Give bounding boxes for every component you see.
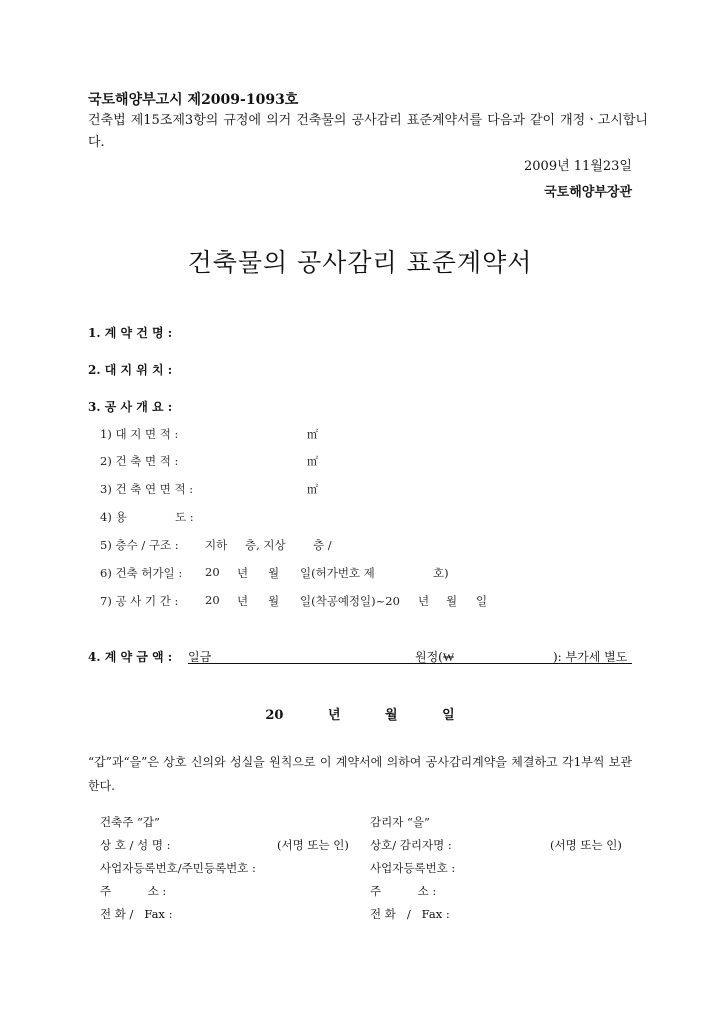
party-a-sign: (서명 또는 인) bbox=[277, 838, 349, 852]
item-contract-amount: 4. 계 약 금 액 : bbox=[88, 650, 173, 664]
permit-year: 년 bbox=[237, 566, 249, 580]
permit-day-number: 일(허가번호 제 bbox=[300, 566, 375, 580]
notice-issuer: 국토해양부장관 bbox=[544, 185, 632, 200]
overview-use-suffix: 도 : bbox=[175, 510, 194, 524]
overview-use-label: 4) 용 bbox=[100, 510, 127, 524]
overview-floors-label: 5) 층수 / 구조 : bbox=[100, 538, 179, 552]
period-end-day: 일 bbox=[476, 594, 488, 608]
party-a-address: 주 소 : bbox=[100, 884, 167, 898]
overview-floors-above-unit: 층 / bbox=[313, 538, 332, 552]
party-b-address: 주 소 : bbox=[370, 884, 437, 898]
contract-date: 20 년 월 일 bbox=[265, 708, 455, 723]
period-year: 년 bbox=[237, 594, 249, 608]
contract-amount-line bbox=[88, 648, 632, 664]
amount-vat: ): 부가세 별도 bbox=[553, 650, 628, 664]
overview-site-area: 1) 대 지 면 적 : bbox=[100, 427, 179, 441]
amount-underline bbox=[188, 663, 632, 664]
period-month: 월 bbox=[268, 594, 280, 608]
overview-period-label: 7) 공 사 기 간 : bbox=[100, 594, 179, 608]
party-b-name: 상호/ 감리자명 : bbox=[370, 838, 452, 852]
site-area-unit: ㎡ bbox=[307, 428, 318, 441]
permit-year-prefix: 20 bbox=[205, 565, 220, 579]
period-start: 일(착공예정일)~20 bbox=[300, 594, 400, 608]
total-floor-area-unit: ㎡ bbox=[307, 483, 318, 496]
party-a-phone: 전 화 / Fax : bbox=[100, 907, 173, 921]
party-a-name: 상 호 / 성 명 : bbox=[100, 838, 171, 852]
notice-date: 2009년 11월23일 bbox=[524, 159, 632, 174]
party-a-reg-no: 사업자등록번호/주민등록번호 : bbox=[100, 861, 256, 875]
overview-total-floor-area: 3) 건 축 연 면 적 : bbox=[100, 482, 194, 496]
preamble: “갑”과“을”은 상호 신의와 성실을 원칙으로 이 계약서에 의하여 공사감리계약을 체결하고 각1부씩 보관한다. bbox=[88, 755, 632, 793]
notice-body: 건축법 제15조제3항의 규정에 의거 건축물의 공사감리 표준계약서를 다음과 같이 개정ㆍ고시합니다. bbox=[88, 113, 648, 150]
item-contract-name: 1. 계 약 건 명 : bbox=[88, 326, 173, 340]
item-site-location: 2. 대 지 위 치 : bbox=[88, 363, 173, 377]
overview-permit-label: 6) 건축 허가일 : bbox=[100, 566, 183, 580]
permit-number-suffix: 호) bbox=[433, 566, 449, 580]
party-b-reg-no: 사업자등록번호 : bbox=[370, 861, 456, 875]
party-a-heading: 건축주 “갑” bbox=[100, 815, 160, 829]
amount-won: 원정(₩ bbox=[415, 650, 455, 664]
period-year-prefix: 20 bbox=[205, 593, 220, 607]
party-b-sign: (서명 또는 인) bbox=[550, 838, 622, 852]
document-title: 건축물의 공사감리 표준계약서 bbox=[187, 248, 533, 277]
overview-floors-below-unit: 층, 지상 bbox=[245, 538, 286, 552]
overview-building-area: 2) 건 축 면 적 : bbox=[100, 454, 179, 468]
party-b-heading: 감리자 “을” bbox=[370, 815, 430, 829]
party-b-phone: 전 화 / Fax : bbox=[370, 907, 450, 921]
item-overview: 3. 공 사 개 요 : bbox=[88, 400, 173, 414]
permit-month: 월 bbox=[268, 566, 280, 580]
period-end-month: 월 bbox=[446, 594, 458, 608]
period-end-year: 년 bbox=[418, 594, 430, 608]
building-area-unit: ㎡ bbox=[307, 455, 318, 468]
amount-prefix: 일금 bbox=[188, 650, 212, 664]
notice-title: 국토해양부고시 제2009-1093호 bbox=[88, 92, 299, 108]
overview-floors-below: 지하 bbox=[205, 538, 228, 552]
